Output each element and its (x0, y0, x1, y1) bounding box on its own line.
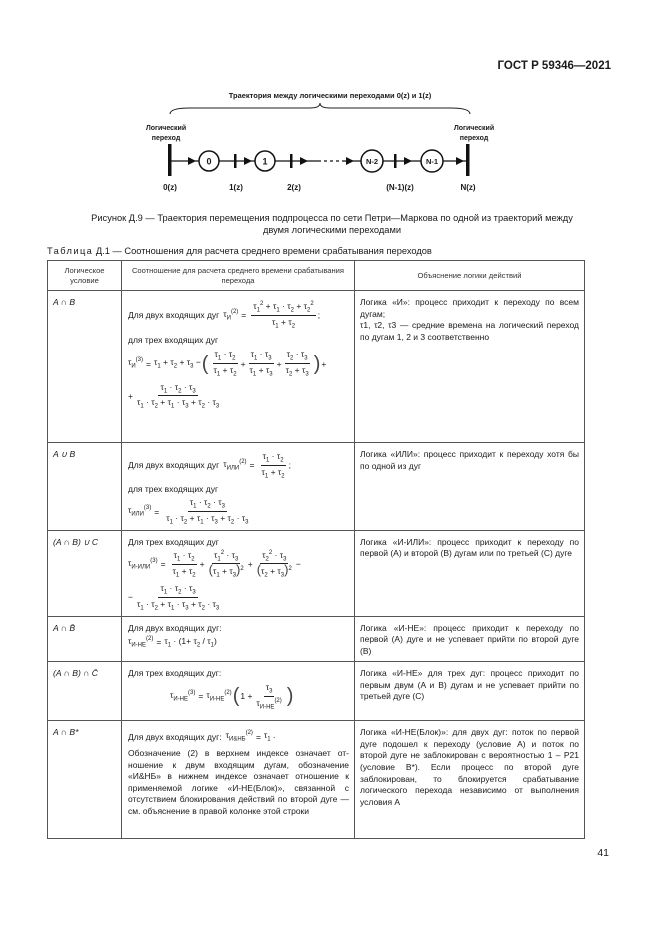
right-transition-label-1: Логический (453, 125, 495, 132)
transition-2 (290, 154, 293, 168)
axis-label-2: 2(z) (287, 183, 301, 192)
arrow-3 (300, 157, 308, 165)
figure-caption-line-2: двумя логическими переходами (262, 225, 402, 235)
page-number: 41 (597, 847, 609, 859)
figure-caption (56, 212, 608, 236)
axis-label-1: 1(z) (229, 183, 243, 192)
axis-label-n-1: (N-1)(z) (386, 183, 414, 192)
arrow-1 (188, 157, 196, 165)
condition-cell: A ∩ B* (48, 721, 122, 839)
document-code: ГОСТ Р 59346—2021 (497, 60, 611, 72)
explanation-cell: Логика «И»: процесс приходит к переходу по всем дугам; τ1, τ2, τ3 — средние времена на логический переход по дугам 1, 2 и 3 соответственно (355, 291, 585, 443)
trajectory-diagram (130, 86, 530, 198)
axis-label-0: 0(z) (163, 183, 177, 192)
table-row (48, 443, 585, 531)
left-transition-label-2: переход (151, 135, 181, 142)
header-explanation: Объяснение логики действий (355, 261, 585, 291)
formula-cell: Для двух входящих дуг: $\tau_{И-НЕ}^{(2)}$ = $\tau_1 \cdot (1+ \tau_2 / \tau_1)$ (122, 616, 355, 662)
table-row (48, 530, 585, 616)
right-logical-transition (466, 144, 470, 176)
trajectory-brace (170, 103, 470, 114)
table-caption-text: Д.1 — Соотношения для расчета среднего времени срабатывания переходов (95, 246, 432, 256)
explanation-cell: Логика «И-ИЛИ»: процесс приходит к переходу по первой (A) и второй (B) дугам или по третьей (C) дуге (355, 530, 585, 616)
formula-cell: Для двух входящих дуг: $\tau_{И\&НБ}^{(2)}$ = $\tau_1$ . Обозначение (2) в верхнем индексе означает от-ношение к двум входящим дугам, обозначение «И&НБ» в нижнем индексе означает отношение к применяемой логике «И-НЕ(Блок)», связанной с отсутствием блокирования действий по второй дуге — см. объяснение в правой колонке этой строки (122, 721, 355, 839)
formula-cell: Для трех входящих дуг: $\tau_{И-НЕ}^{(3)}$ = $\tau_{И-НЕ}^{(2)}$ ( 1 + $\frac{\tau_3}{\tau_{И-НЕ}^{(2)}}$ ) (122, 662, 355, 721)
arrow-5 (404, 157, 412, 165)
petri-markov-trajectory-figure (130, 86, 530, 198)
left-logical-transition (168, 144, 172, 176)
condition-cell: A ∩ B (48, 291, 122, 443)
svg-text:N-2: N-2 (365, 157, 379, 166)
condition-cell: A ∩ B̄ (48, 616, 122, 662)
table-caption-prefix: Таблица (47, 246, 94, 256)
notation-note: Обозначение (2) в верхнем индексе означает от-ношение к двум входящим дугам, обозначение «И&НБ» в нижнем индексе означает отношение к применяемой логике «И-НЕ(Блок)», связанной с отсутствием блокирования действий по второй дуге — см. объяснение в правой колонке этой строки (128, 747, 349, 816)
table-header-row (48, 261, 585, 291)
transition-n-1 (394, 154, 397, 168)
figure-caption-line-1: Рисунок Д.9 — Траектория перемещения подпроцесса по сети Петри—Маркова по одной из траекторий между (91, 213, 573, 223)
axis-label-n: N(z) (460, 183, 476, 192)
explanation-cell: Логика «И-НЕ» для трех дуг: процесс приходит по первым двум (A и B) дугам и не успевает прийти по третьей дуге (C) (355, 662, 585, 721)
formula-cell: Для двух входящих дуг $\tau_И^{(2)}$ = $\frac{\tau_1^2 + \tau_1 \cdot \tau_2 + \tau_2^2}{\tau_1 + \tau_2}$ ; для трех входящих дуг $\tau_И^{(3)}$ = $\tau_1 + \tau_2 + \tau_3$ − ( $\frac{\tau_1 \cdot \tau_2}{\tau_1 + \tau_2}$ + $\frac{\tau_1 \cdot \tau_3}{\tau_1 + \tau_3}$ + $\frac{\tau_2 \cdot \tau_3}{\tau_2 + \tau_3}$ ) + + $\frac{\tau_1 \cdot \tau_2 \cdot \tau_3}{\tau_1 \cdot \tau_2 + \tau_1 \cdot \tau_3 + \tau_2 \cdot \tau_3}$ (122, 291, 355, 443)
condition-cell: (A ∩ B) ∩ C̄ (48, 662, 122, 721)
transition-time-table (47, 260, 585, 839)
table-row (48, 291, 585, 443)
brace-label: Траектория между логическими переходами 0(z) и 1(z) (228, 91, 432, 100)
explanation-cell: Логика «И-НЕ»: процесс приходит к переходу по первой (A) дуге и не успевает прийти по второй дуге (B) (355, 616, 585, 662)
arrow-4 (346, 157, 354, 165)
explanation-cell: Логика «И-НЕ(Блок)»: для двух дуг: поток по первой дуге подошел к переходу (условие A) и поток по второй дуге не заблокирован с вероятностью 1 – P21 (условие B*). Если процесс по второй дуге заблокирован, то блокируется срабатывание логического перехода независимо от выполнения условия A (355, 721, 585, 839)
arrow-6 (456, 157, 464, 165)
svg-text:0: 0 (206, 156, 212, 167)
table-row (48, 662, 585, 721)
condition-cell: A ∪ B (48, 443, 122, 531)
header-condition: Логическое условие (48, 261, 122, 291)
arrow-2 (244, 157, 252, 165)
formula-cell: Для трех входящих дуг $\tau_{И-ИЛИ}^{(3)}$ = $\frac{\tau_1 \cdot \tau_2}{\tau_1 + \tau_2}$ + $\frac{\tau_1^2 \cdot \tau_3}{(\tau_1 + \tau_3)^2}$ + $\frac{\tau_2^2 \cdot \tau_3}{(\tau_2 + \tau_3)^2}$ − − $\frac{\tau_1 \cdot \tau_2 \cdot \tau_3}{\tau_1 \cdot \tau_2 + \tau_1 \cdot \tau_3 + \tau_2 \cdot \tau_3}$ (122, 530, 355, 616)
table-row (48, 616, 585, 662)
right-transition-label-2: переход (459, 135, 489, 142)
table-caption (47, 246, 432, 256)
explanation-cell: Логика «ИЛИ»: процесс приходит к переходу хотя бы по одной из дуг (355, 443, 585, 531)
transition-1 (234, 154, 237, 168)
condition-cell: (A ∩ B) ∪ C (48, 530, 122, 616)
svg-text:1: 1 (262, 156, 268, 167)
left-transition-label-1: Логический (145, 125, 187, 132)
svg-text:N-1: N-1 (425, 157, 439, 166)
table-row (48, 721, 585, 839)
header-formula: Соотношение для расчета среднего времени срабатывания перехода (122, 261, 355, 291)
formula-cell: Для двух входящих дуг $\tau_{ИЛИ}^{(2)}$ = $\frac{\tau_1 \cdot \tau_2}{\tau_1 + \tau_2}$ ; для трех входящих дуг $\tau_{ИЛИ}^{(3)}$ = $\frac{\tau_1 \cdot \tau_2 \cdot \tau_3}{\tau_1 \cdot \tau_2 + \tau_1 \cdot \tau_3 + \tau_2 \cdot \tau_3}$ (122, 443, 355, 531)
